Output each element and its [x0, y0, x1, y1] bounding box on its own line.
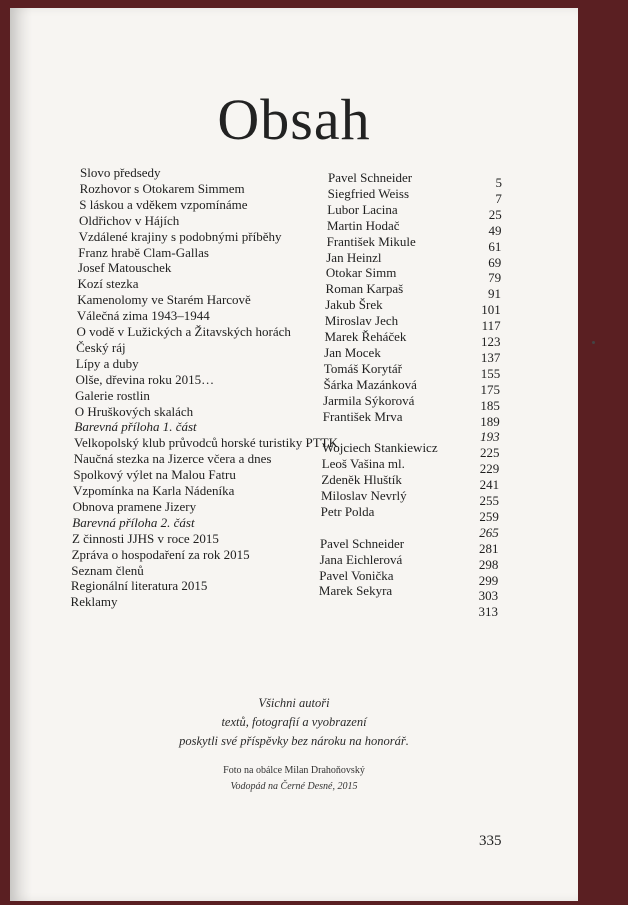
- page-number: 335: [479, 833, 502, 849]
- toc-entry-author: Siegfried Weiss: [327, 185, 410, 201]
- toc-entry-author: Pavel Schneider: [319, 535, 405, 551]
- toc-entry-page: 185: [480, 397, 500, 413]
- toc-entry-title: Velkopolský klub průvodců horské turistiky PTTK: [74, 435, 339, 451]
- toc-entry-page: 91: [487, 286, 501, 302]
- toc-entry-title: Obnova pramene Jizery: [72, 498, 197, 514]
- toc-entry-author: Roman Karpaš: [325, 281, 404, 297]
- toc-entry-author: Tomáš Korytář: [323, 360, 402, 376]
- toc-entry-author: Martin Hodač: [326, 217, 400, 233]
- toc-entry-title: Olše, dřevina roku 2015…: [75, 371, 215, 387]
- toc-entry-page: 299: [478, 572, 499, 588]
- toc-entry-page: 313: [478, 604, 498, 620]
- toc-entry-author: Petr Polda: [320, 503, 375, 519]
- toc-entry-author: Wojciech Stankiewicz: [322, 440, 438, 456]
- toc-entry-title: S láskou a vděkem vzpomínáme: [79, 196, 248, 212]
- toc-entry-page: 69: [488, 254, 502, 270]
- toc-entry-page: 49: [488, 222, 502, 238]
- book-page: [10, 8, 578, 901]
- toc-entry-author: Leoš Vašina ml.: [321, 456, 405, 472]
- toc-entry-page: 79: [488, 270, 502, 286]
- toc-entry-author: Jakub Šrek: [325, 297, 383, 313]
- toc-entry-title: Naučná stezka na Jizerce včera a dnes: [73, 451, 272, 467]
- toc-entry-author: Zdeněk Hluštík: [321, 472, 402, 488]
- toc-entry-page: 117: [481, 318, 501, 334]
- toc-entry-page: 175: [480, 381, 501, 397]
- toc-entry-title: Franz hrabě Clam-Gallas: [78, 244, 209, 260]
- toc-entry-page: 281: [479, 540, 499, 556]
- toc-entry-title: Z činnosti JJHS v roce 2015: [71, 530, 219, 546]
- toc-entry-title: Spolkový výlet na Malou Fatru: [73, 467, 236, 483]
- toc-entry-author: Pavel Vonička: [319, 567, 394, 583]
- toc-entry-title: Seznam členů: [71, 562, 144, 578]
- toc-entry-author: František Mrva: [322, 408, 403, 424]
- toc-entry-title: Oldřichov v Hájích: [78, 212, 180, 228]
- authors-note-line-1: Všichni autoři: [258, 696, 330, 710]
- toc-entry-title: Kozí stezka: [77, 276, 139, 292]
- toc-entry-page: 241: [479, 477, 500, 493]
- toc-entry-title: Reklamy: [70, 594, 118, 610]
- toc-entry-title: Barevná příloha 2. část: [72, 514, 195, 530]
- toc-entry-title: Josef Matouschek: [77, 260, 172, 276]
- toc-entry-title: Kamenolomy ve Starém Harcově: [77, 292, 251, 308]
- toc-entry-author: Jan Heinzl: [326, 249, 382, 265]
- toc-entry-title: O vodě v Lužických a Žitavských horách: [76, 324, 291, 339]
- toc-entry-page: 123: [481, 334, 501, 349]
- toc-entry-page: 298: [478, 556, 499, 572]
- toc-entry-page: 101: [481, 302, 501, 318]
- toc-entry-title: Vzpomínka na Karla Nádeníka: [73, 483, 235, 498]
- toc-entry-title: Lípy a duby: [75, 355, 139, 371]
- toc-entry-page: 25: [488, 206, 502, 222]
- authors-note-line-2: textů, fotografií a vyobrazení: [221, 715, 367, 729]
- toc-entry-title: Válečná zima 1943–1944: [76, 308, 210, 324]
- toc-entry-page: 303: [478, 588, 499, 604]
- toc-entry-page: 229: [479, 461, 500, 477]
- toc-entry-page: 5: [495, 175, 502, 190]
- toc-entry-title: Galerie rostlin: [75, 387, 150, 403]
- toc-entry-author: Šárka Mazánková: [323, 376, 417, 392]
- toc-entry-page: 265: [479, 524, 499, 540]
- toc-entry-page: 155: [480, 365, 501, 381]
- toc-entry-title: Rozhovor s Otokarem Simmem: [79, 180, 245, 196]
- toc-entry-title: Český ráj: [76, 339, 126, 355]
- toc-entry-author: Jan Mocek: [324, 344, 381, 360]
- toc-entry-author: Marek Sekyra: [318, 583, 393, 599]
- toc-entry-author: Jarmila Sýkorová: [323, 392, 415, 408]
- toc-entry-page: 61: [488, 238, 502, 254]
- toc-entry-author: Lubor Lacina: [327, 201, 398, 217]
- toc-entry-title: Barevná příloha 1. část: [74, 419, 197, 435]
- toc-entry-page: 259: [479, 508, 499, 524]
- toc-entry-author: Jana Eichlerová: [319, 551, 403, 567]
- toc-entry-author: Marek Řeháček: [324, 329, 407, 344]
- toc-entry-title: Slovo předsedy: [80, 165, 161, 180]
- toc-entry-page: 7: [495, 190, 502, 206]
- authors-note-line-3: poskytli své příspěvky bez nároku na honorář.: [179, 734, 409, 748]
- toc-entry-title: Zpráva o hospodaření za rok 2015: [71, 546, 250, 562]
- toc-entry-page: 255: [479, 493, 499, 508]
- toc-entry-author: Miroslav Jech: [324, 313, 399, 329]
- photo-credit: Foto na obálce Milan Drahoňovský: [223, 765, 365, 776]
- toc-entry-author: Miloslav Nevrlý: [321, 488, 407, 503]
- toc-entry-page: 137: [480, 349, 501, 365]
- page-title: Obsah: [217, 87, 371, 152]
- toc-entry-author: František Mikule: [326, 233, 416, 249]
- toc-entry-page: 225: [479, 445, 500, 461]
- speck-dot: [592, 341, 595, 344]
- toc-entry-author: Otokar Simm: [325, 265, 397, 281]
- toc-entry-title: Vzdálené krajiny s podobnými příběhy: [78, 228, 282, 244]
- toc-entry-author: Pavel Schneider: [328, 170, 413, 185]
- toc-entry-title: Regionální literatura 2015: [70, 578, 208, 594]
- photo-caption: Vodopád na Černé Desné, 2015: [230, 781, 358, 792]
- toc-entry-page: 189: [480, 413, 500, 429]
- toc-entry-page: 193: [480, 429, 500, 445]
- toc-entry-title: O Hruškových skalách: [74, 403, 194, 419]
